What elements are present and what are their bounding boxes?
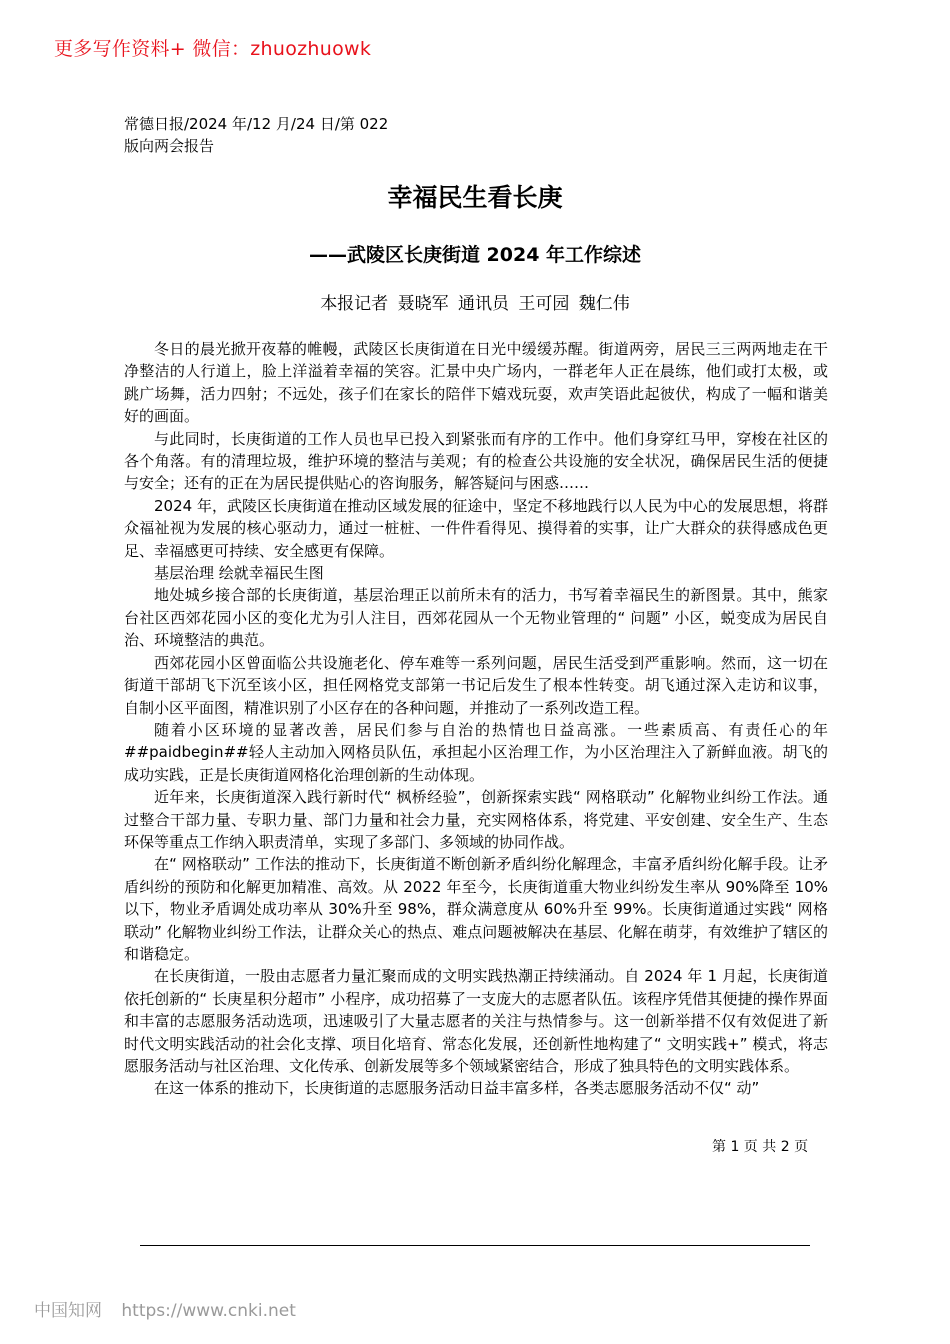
source-line-2: 版向两会报告: [124, 137, 215, 155]
paragraph: 西郊花园小区曾面临公共设施老化、停车难等一系列问题，居民生活受到严重影响。然而，这一切在街道干部胡飞下沉至该小区，担任网格党支部第一书记后发生了根本性转变。胡飞通过深入走访和议事，自制小区平面图，精准识别了小区存在的各种问题，并推动了一系列改造工程。: [124, 653, 828, 717]
paragraph: 在“ 网格联动” 工作法的推动下，长庚街道不断创新矛盾纠纷化解理念，丰富矛盾纠纷化解手段。让矛盾纠纷的预防和化解更加精准、高效。从 2022 年至今，长庚街道重大物业纠纷发生率从 90%降至 10%以下，物业矛盾调处成功率从 30%升至 98%，群众满意度从 60%升至 99%。长庚街道通过实践“ 网格联动” 化解物业纠纷工作法，让群众关心的热点、难点问题被解决在基层、化解在萌芽，有效维护了辖区的和谐稳定。: [124, 855, 828, 963]
source-citation: [124, 113, 388, 157]
paragraph: 近年来，长庚街道深入践行新时代“ 枫桥经验”，创新探索实践“ 网格联动” 化解物业纠纷工作法。通过整合干部力量、专职力量、部门力量和社会力量，充实网格体系，将党建、平安创建、安全生产、生态环保等重点工作纳入职责清单，实现了多部门、多领域的协同作战。: [124, 788, 828, 851]
paragraph: 地处城乡接合部的长庚街道，基层治理正以前所未有的活力，书写着幸福民生的新图景。其中，熊家台社区西郊花园小区的变化尤为引人注目，西郊花园从一个无物业管理的“ 问题” 小区，蜕变成为居民自治、环境整洁的典范。: [124, 586, 828, 650]
article-body: [124, 338, 828, 1100]
paragraph: 冬日的晨光掀开夜幕的帷幔，武陵区长庚街道在日光中缓缓苏醒。街道两旁，居民三三两两地走在干净整洁的人行道上，脸上洋溢着幸福的笑容。汇景中央广场内，一群老年人正在晨练，他们或打太极，或跳广场舞，活力四射；不远处，孩子们在家长的陪伴下嬉戏玩耍，欢声笑语此起彼伏，构成了一幅和谐美好的画面。: [124, 340, 828, 426]
paragraph: 在长庚街道，一股由志愿者力量汇聚而成的文明实践热潮正持续涌动。自 2024 年 1 月起，长庚街道依托创新的“ 长庚星积分超市” 小程序，成功招募了一支庞大的志愿者队伍。该程序凭借其便捷的操作界面和丰富的志愿服务活动选项，迅速吸引了大量志愿者的关注与热情参与。这一创新举措不仅有效促进了新时代文明实践活动的社会化支撑、项目化培育、常态化发展，还创新性地构建了“ 文明实践+” 模式，将志愿服务活动与社区治理、文化传承、创新发展等多个领域紧密结合，形成了独具特色的文明实践体系。: [124, 967, 828, 1075]
watermark-brand: 中国知网: [34, 1301, 102, 1321]
section-heading: 基层治理 绘就幸福民生图: [154, 564, 324, 583]
paragraph: 2024 年，武陵区长庚街道在推动区域发展的征途中，坚定不移地践行以人民为中心的发展思想，将群众福祉视为发展的核心驱动力，通过一桩桩、一件件看得见、摸得着的实事，让广大群众的获得感成色更足、幸福感更可持续、安全感更有保障。: [124, 496, 828, 560]
article-byline: 本报记者 聂晓军 通讯员 王可园 魏仁伟: [320, 294, 630, 314]
paragraph: 在这一体系的推动下，长庚街道的志愿服务活动日益丰富多样，各类志愿服务活动不仅“ 动”: [154, 1079, 760, 1098]
page-number: 第 1 页 共 2 页: [712, 1139, 809, 1155]
paragraph: 与此同时，长庚街道的工作人员也早已投入到紧张而有序的工作中。他们身穿红马甲，穿梭在社区的各个角落。有的清理垃圾，维护环境的整洁与美观；有的检查公共设施的安全状况，确保居民生活的便捷与安全；还有的正在为居民提供贴心的咨询服务，解答疑问与困惑……: [124, 429, 828, 493]
source-line-1: 常德日报/2024 年/12 月/24 日/第 022: [124, 115, 389, 133]
article-title: 幸福民生看长庚: [387, 183, 563, 212]
paragraph: 随着小区环境的显著改善，居民们参与自治的热情也日益高涨。一些素质高、有责任心的年##paidbegin##轻人主动加入网格员队伍，承担起小区治理工作，为小区治理注入了新鲜血液。胡飞的成功实践，正是长庚街道网格化治理创新的生动体现。: [124, 720, 828, 784]
footer-divider: [140, 1245, 810, 1246]
article-subtitle: ——武陵区长庚街道 2024 年工作综述: [308, 244, 642, 266]
cnki-watermark: [34, 1296, 296, 1321]
promo-banner: 更多写作资料+ 微信：zhuozhuowk: [54, 38, 372, 60]
watermark-url: https://www.cnki.net: [121, 1301, 296, 1321]
